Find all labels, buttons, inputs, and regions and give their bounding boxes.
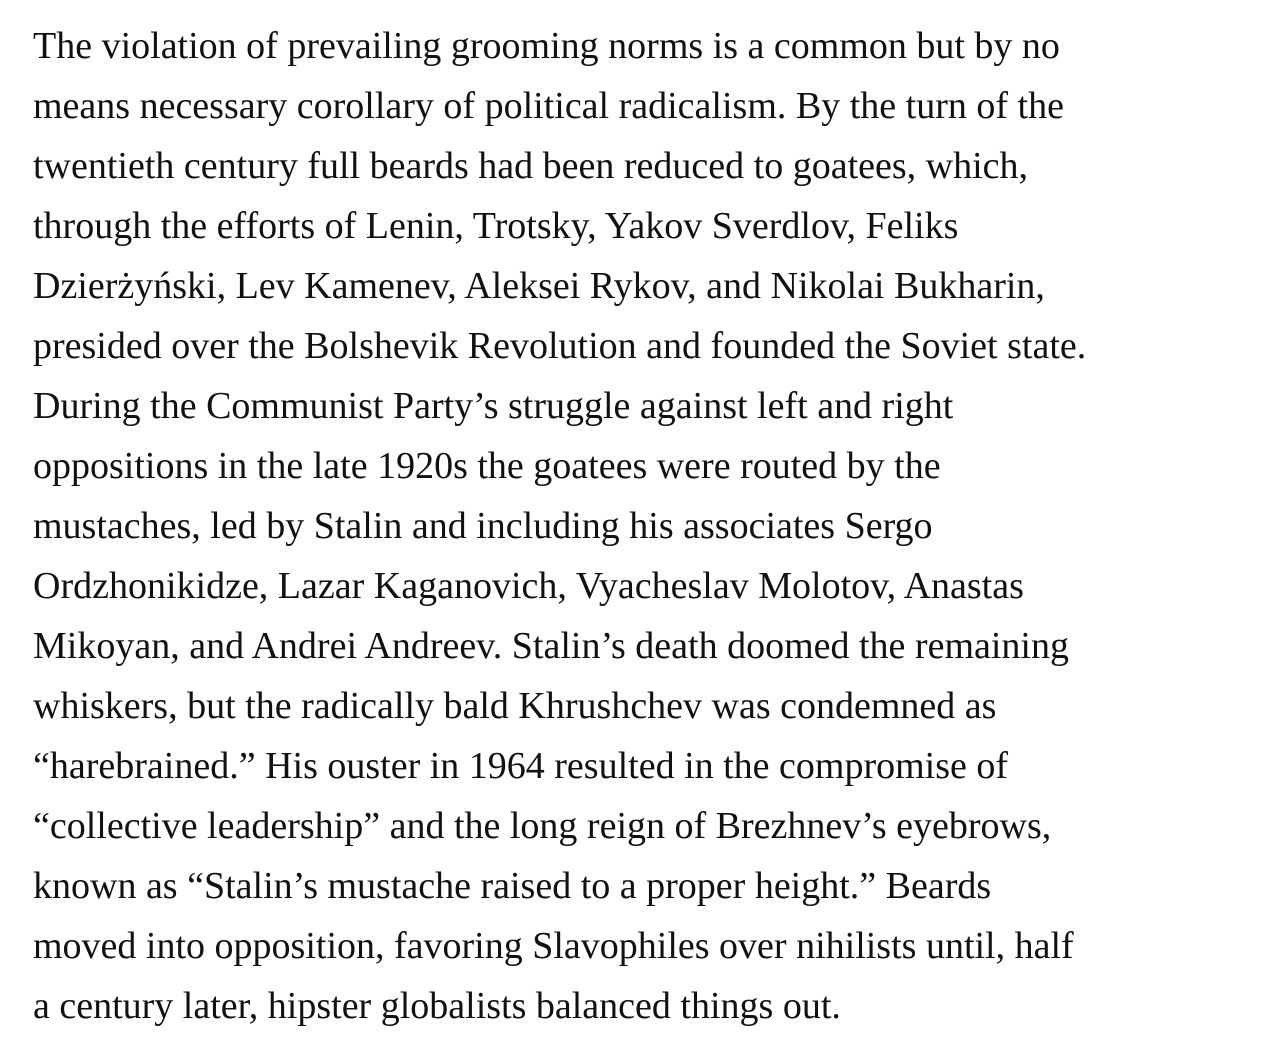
paragraph-line: Dzierżyński, Lev Kamenev, Aleksei Rykov, and Nikolai Bukharin,	[33, 265, 1045, 307]
paragraph-line: oppositions in the late 1920s the goatees were routed by the	[33, 445, 941, 487]
paragraph-line: During the Communist Party’s struggle against left and right	[33, 385, 954, 427]
paragraph-line: “harebrained.” His ouster in 1964 resulted in the compromise of	[33, 745, 1009, 787]
paragraph-line: Mikoyan, and Andrei Andreev. Stalin’s death doomed the remaining	[33, 625, 1069, 667]
paragraph-line: a century later, hipster globalists balanced things out.	[33, 985, 841, 1027]
paragraph-line: The violation of prevailing grooming norms is a common but by no	[33, 25, 1060, 67]
paragraph-line: known as “Stalin’s mustache raised to a proper height.” Beards	[33, 865, 992, 907]
paragraph-line: whiskers, but the radically bald Khrushchev was condemned as	[33, 685, 997, 727]
paragraph-line: “collective leadership” and the long reign of Brezhnev’s eyebrows,	[33, 805, 1052, 847]
paragraph-line: mustaches, led by Stalin and including his associates Sergo	[33, 505, 933, 547]
paragraph-line: presided over the Bolshevik Revolution and founded the Soviet state.	[33, 325, 1087, 367]
paragraph-line: moved into opposition, favoring Slavophiles over nihilists until, half	[33, 925, 1074, 967]
paragraph-line: means necessary corollary of political radicalism. By the turn of the	[33, 85, 1064, 127]
paragraph-line: twentieth century full beards had been reduced to goatees, which,	[33, 145, 1029, 187]
paragraph-line: Ordzhonikidze, Lazar Kaganovich, Vyacheslav Molotov, Anastas	[33, 565, 1024, 607]
article-body	[33, 16, 1265, 1036]
article-paragraph	[33, 16, 1265, 1036]
paragraph-line: through the efforts of Lenin, Trotsky, Yakov Sverdlov, Feliks	[33, 205, 959, 247]
